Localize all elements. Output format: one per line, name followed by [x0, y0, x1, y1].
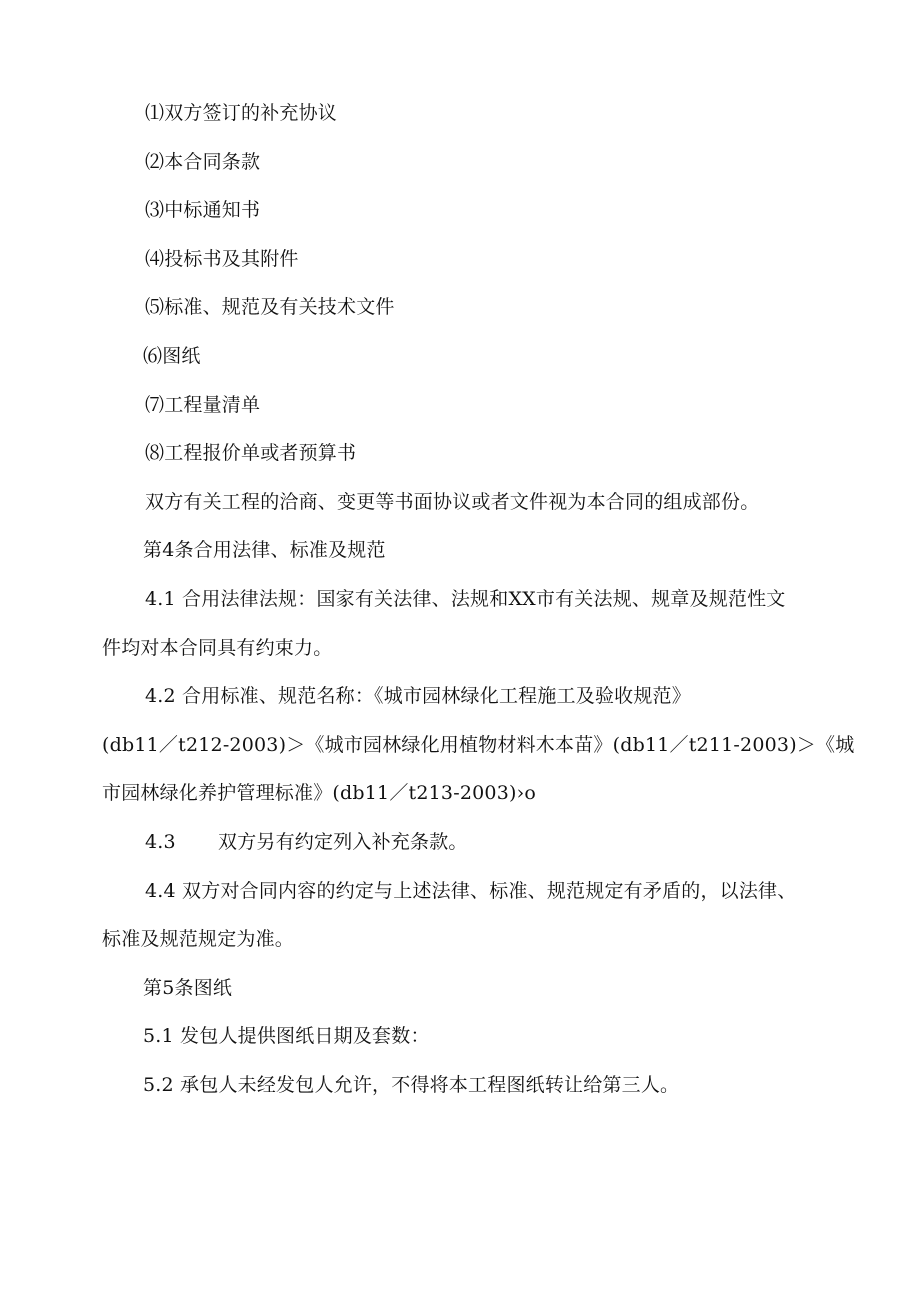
list-item: ⑶中标通知书: [145, 199, 261, 221]
clause-4-3-text: 双方另有约定列入补充条款。: [218, 831, 468, 853]
list-item: ⑴双方签订的补充协议: [145, 102, 338, 124]
clause-4-2-line: 市园林绿化养护管理标准》(db11／t213-2003)›o: [102, 782, 537, 804]
list-item: ⑻工程报价单或者预算书: [145, 442, 357, 464]
article-4-heading: 第4条合用法律、标准及规范: [143, 539, 386, 561]
list-item: ⑷投标书及其附件: [145, 248, 299, 270]
clause-4-4-line: 4.4 双方对合同内容的约定与上述法律、标准、规范规定有矛盾的，以法律、: [145, 880, 797, 902]
clause-4-2-line: 4.2 合用标准、规范名称：《城市园林绿化工程施工及验收规范》: [145, 685, 691, 707]
clause-4-1-line: 件均对本合同具有约束力。: [102, 637, 333, 659]
article-5-heading: 第5条图纸: [143, 977, 233, 999]
list-item: ⑹图纸: [143, 345, 201, 367]
clause-4-4-line: 标准及规范规定为准。: [102, 928, 295, 950]
clause-4-2-line: (db11／t212-2003)＞《城市园林绿化用植物材料木本苗》(db11／t211-2003)＞《城: [102, 734, 855, 756]
clause-4-3-number: 4.3: [145, 831, 176, 853]
list-item: ⑸标准、规范及有关技术文件: [145, 296, 395, 318]
list-item: ⑺工程量清单: [145, 394, 261, 416]
clause-5-1: 5.1 发包人提供图纸日期及套数：: [143, 1025, 430, 1047]
clause-4-1-line: 4.1 合用法律法规：国家有关法律、法规和XX市有关法规、规章及规范性文: [145, 588, 786, 610]
clause-5-2: 5.2 承包人未经发包人允许，不得将本工程图纸转让给第三人。: [143, 1074, 680, 1096]
list-item: ⑵本合同条款: [145, 151, 261, 173]
composition-note: 双方有关工程的洽商、变更等书面协议或者文件视为本合同的组成部份。: [145, 491, 760, 513]
